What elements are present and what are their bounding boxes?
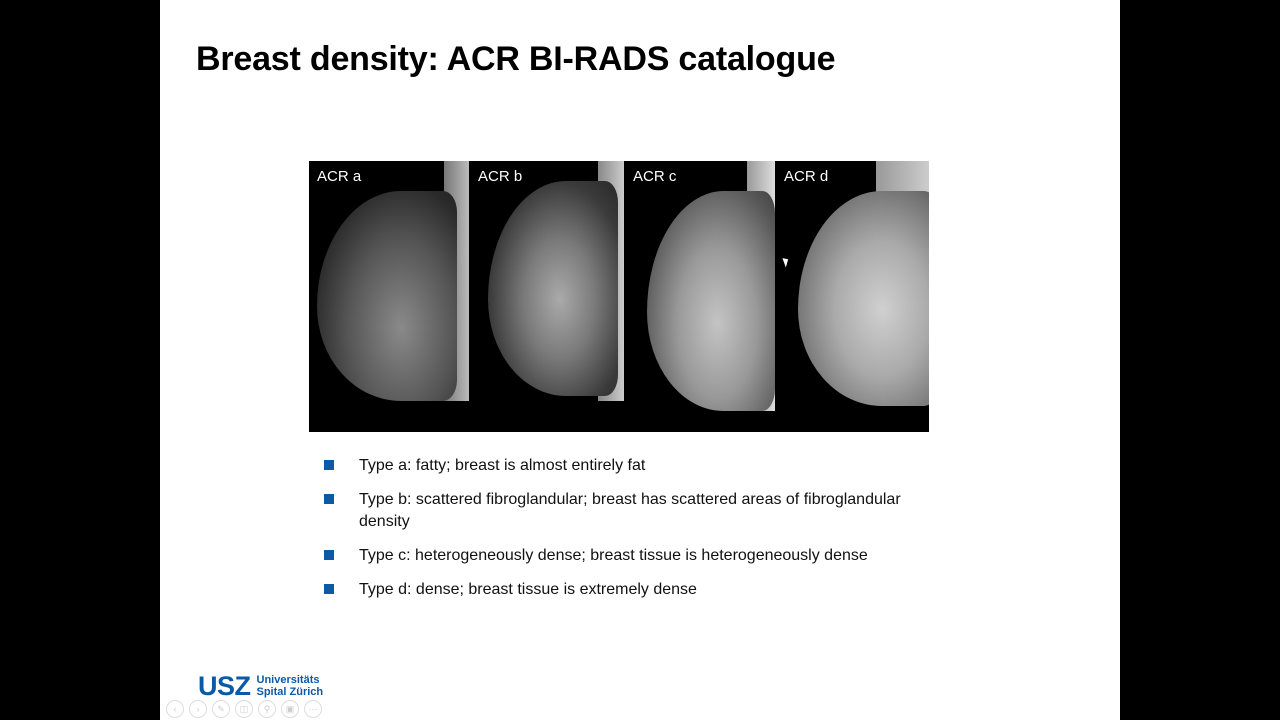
breast-image	[488, 181, 618, 396]
usz-logo	[198, 672, 323, 700]
previous-icon[interactable]: ‹	[166, 700, 184, 718]
list-item: Type a: fatty; breast is almost entirely fat	[324, 455, 924, 477]
panel-acr-a	[309, 161, 469, 432]
logo-abbr: USZ	[198, 671, 251, 701]
breast-image	[647, 191, 775, 411]
zoom-icon[interactable]: ⚲	[258, 700, 276, 718]
more-icon[interactable]: ⋯	[304, 700, 322, 718]
list-item: Type b: scattered fibroglandular; breast has scattered areas of fibroglandular density	[324, 489, 924, 533]
bullet-square-icon	[324, 584, 334, 594]
mammogram-figure	[309, 161, 929, 432]
bullet-square-icon	[324, 494, 334, 504]
subtitles-icon[interactable]: ▣	[281, 700, 299, 718]
panel-label: ACR a	[317, 168, 362, 185]
bullet-square-icon	[324, 460, 334, 470]
panel-acr-b	[470, 161, 624, 432]
density-type-list	[324, 455, 924, 613]
panel-acr-d	[776, 161, 929, 432]
list-item: Type d: dense; breast tissue is extremely dense	[324, 579, 924, 601]
panel-label: ACR c	[633, 168, 677, 185]
panel-acr-c	[625, 161, 775, 432]
logo-name: Universitäts Spital Zürich	[256, 674, 324, 698]
panel-label: ACR d	[784, 168, 829, 185]
presentation-slide	[160, 0, 1120, 720]
breast-image	[798, 191, 929, 406]
pen-icon[interactable]: ✎	[212, 700, 230, 718]
next-icon[interactable]: ›	[189, 700, 207, 718]
slides-icon[interactable]: ◫	[235, 700, 253, 718]
list-item: Type c: heterogeneously dense; breast tissue is heterogeneously dense	[324, 545, 924, 567]
bullet-square-icon	[324, 550, 334, 560]
slideshow-controls	[166, 700, 322, 718]
slide-title: Breast density: ACR BI-RADS catalogue	[196, 40, 836, 78]
breast-image	[317, 191, 457, 401]
panel-label: ACR b	[478, 168, 523, 185]
